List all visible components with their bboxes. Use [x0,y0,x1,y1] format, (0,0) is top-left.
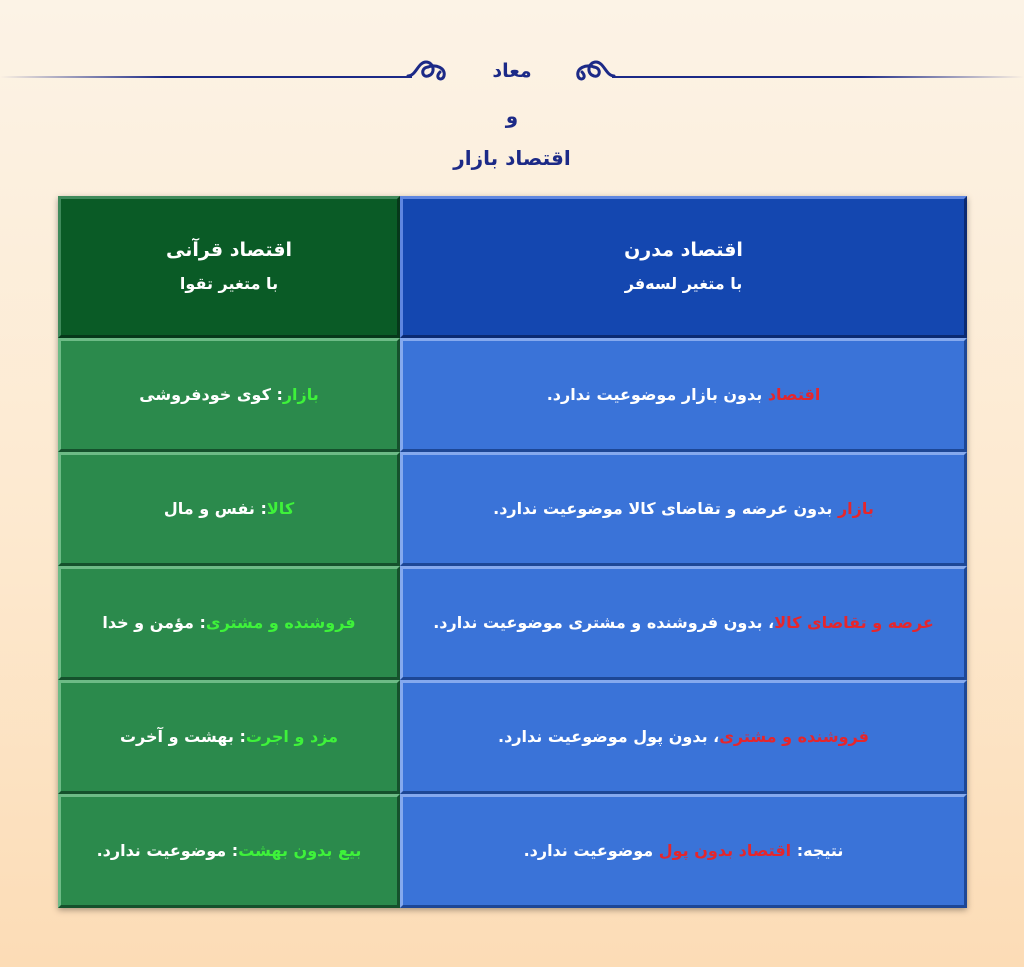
quranic-row4-text [110,725,348,749]
quranic-row2-rest: : نفس و مال [163,499,267,518]
quranic-header-title: اقتصاد قرآنی [165,239,293,261]
modern-row4-highlight: فروشنده و مشتری [719,727,869,746]
quranic-row3-rest: : مؤمن و خدا [102,613,206,632]
quranic-row5-text [87,839,372,863]
modern-cell-row3 [400,566,967,680]
quranic-header-subtitle: با متغیر تقوا [179,274,279,293]
modern-header-subtitle: با متغیر لسه‌فر [624,274,743,293]
modern-row1-highlight: اقتصاد [767,385,821,404]
modern-row3-rest: ، بدون فروشنده و مشتری موضوعیت ندارد. [433,613,775,632]
modern-header-title: اقتصاد مدرن [624,239,743,261]
quranic-cell-row3 [58,566,400,680]
quranic-cell-row5 [58,794,400,908]
quranic-cell-row2 [58,452,400,566]
quranic-column-header [58,196,400,338]
quranic-row3-text [92,611,365,635]
modern-row3-highlight: عرضه و تقاضای کالا [774,613,934,632]
quranic-cell-row1 [58,338,400,452]
modern-cell-row2 [400,452,967,566]
quranic-row4-highlight: مزد و اجرت [245,727,339,746]
quranic-row5-rest: : موضوعیت ندارد. [96,841,239,860]
page-title-line2: و [505,104,519,128]
modern-row5-text [514,839,854,863]
quranic-row1-highlight: بازار [282,385,319,404]
quranic-row3-highlight: فروشنده و مشتری [205,613,356,632]
modern-row2-text [483,497,884,521]
page-title-line3: اقتصاد بازار [453,146,571,170]
modern-row1-text [537,383,831,407]
modern-row5-prefix: نتیجه: [791,841,844,860]
comparison-table [58,196,967,908]
modern-row2-highlight: بازار [837,499,874,518]
quranic-row5-highlight: بیع بدون بهشت [238,841,362,860]
quranic-row1-text [129,383,329,407]
modern-row1-rest: بدون بازار موضوعیت ندارد. [546,385,768,404]
modern-cell-row1 [400,338,967,452]
modern-row4-text [488,725,879,749]
quranic-row1-rest: : کوی خودفروشی [139,385,283,404]
modern-cell-row5 [400,794,967,908]
modern-row4-rest: ، بدون پول موضوعیت ندارد. [498,727,720,746]
modern-row5-rest: موضوعیت ندارد. [523,841,659,860]
modern-cell-row4 [400,680,967,794]
modern-row3-text [423,611,944,635]
quranic-row2-text [154,497,304,521]
quranic-row4-rest: : بهشت و آخرت [119,727,246,746]
modern-column-header [400,196,967,338]
quranic-row2-highlight: کالا [266,499,295,518]
page-title-line1: معاد [492,60,532,82]
quranic-cell-row4 [58,680,400,794]
modern-row2-rest: بدون عرضه و تقاضای کالا موضوعیت ندارد. [493,499,838,518]
modern-row5-highlight: اقتصاد بدون پول [658,841,792,860]
